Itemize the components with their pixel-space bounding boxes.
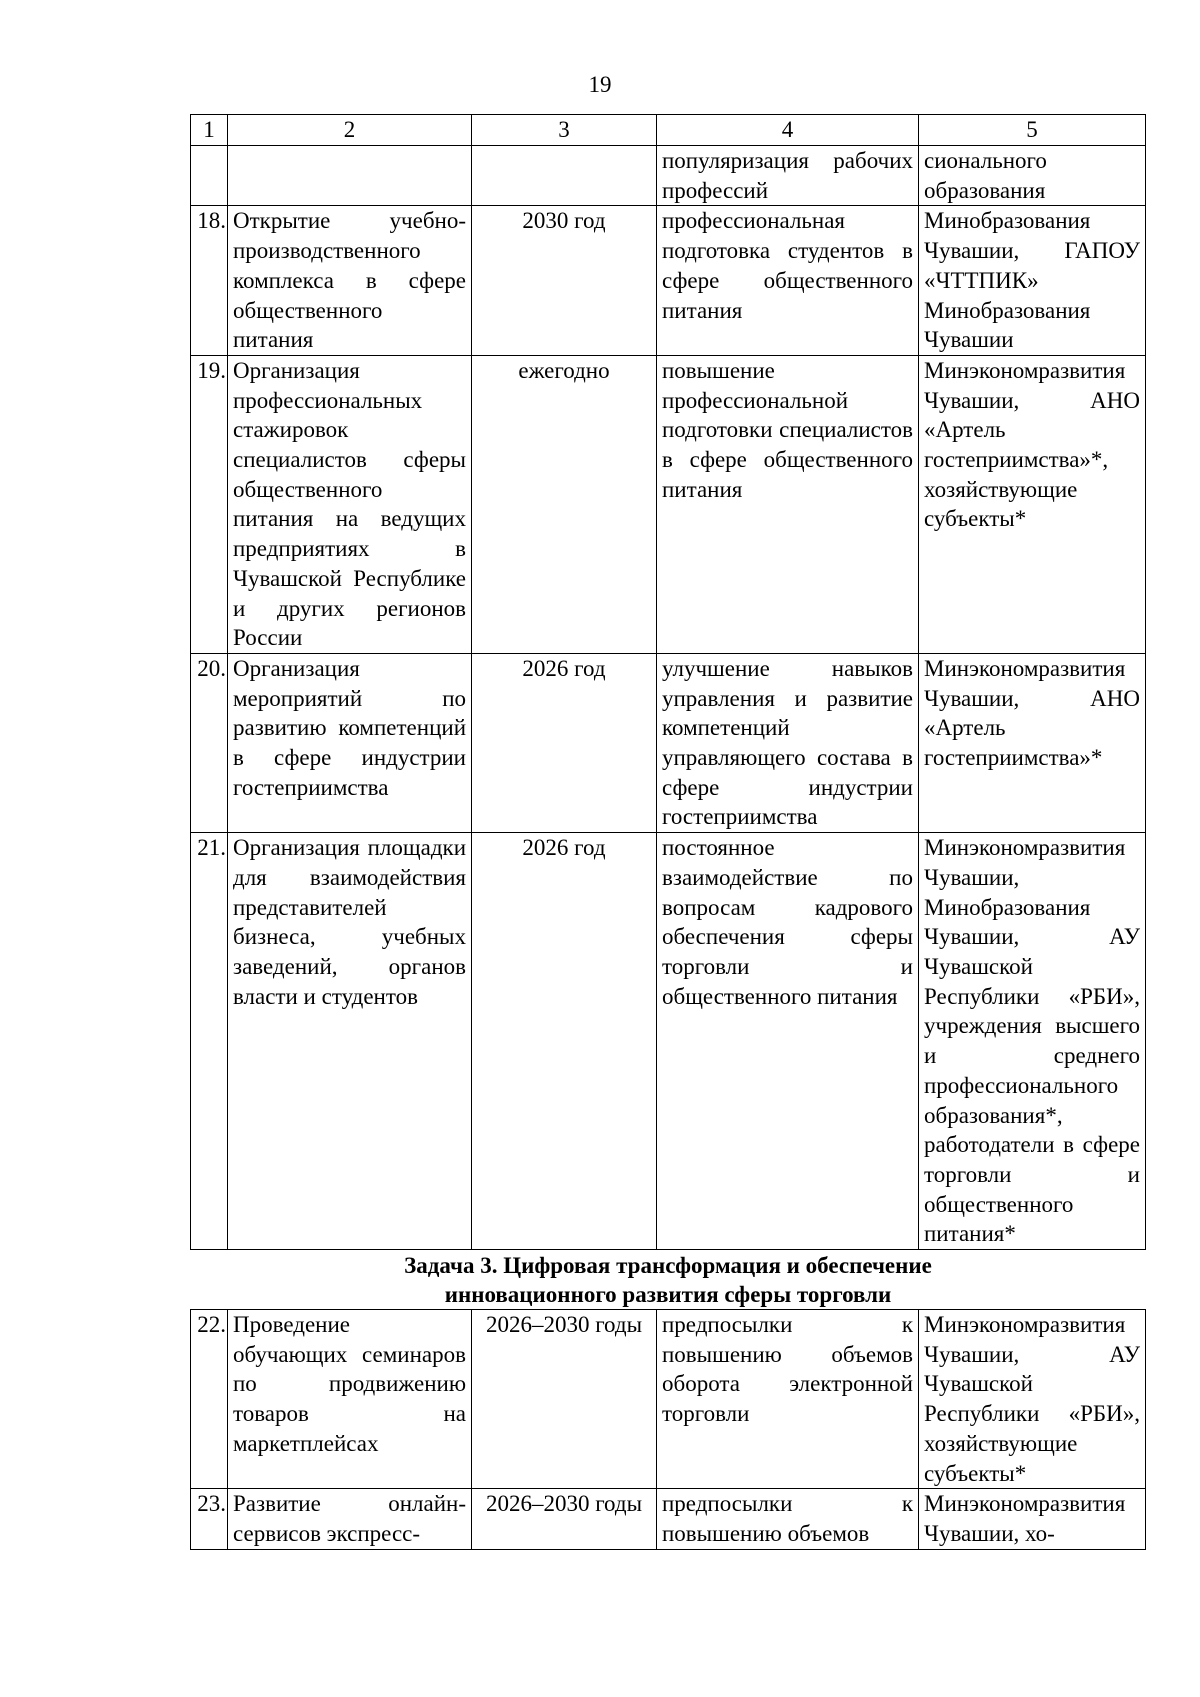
table-row bbox=[191, 653, 1146, 832]
table-body bbox=[191, 115, 1146, 1550]
column-header: 4 bbox=[657, 115, 919, 146]
term-cell: 2026–2030 годы bbox=[472, 1310, 657, 1489]
task-heading-row bbox=[191, 1250, 1146, 1310]
result-cell: профессиональная подготовка студентов в сфере общественного питания bbox=[657, 206, 919, 356]
row-number: 23. bbox=[191, 1489, 228, 1549]
column-header: 2 bbox=[228, 115, 472, 146]
executor-cell: Минобразования Чувашии, ГАПОУ «ЧТТПИК» Минобразования Чувашии bbox=[919, 206, 1146, 356]
task-heading bbox=[191, 1250, 1146, 1310]
row-number: 22. bbox=[191, 1310, 228, 1489]
table-row bbox=[191, 1310, 1146, 1489]
task-heading-line: Задача 3. Цифровая трансформация и обеспечение bbox=[404, 1253, 932, 1279]
event-cell: Развитие онлайн-сервисов экспресс- bbox=[228, 1489, 472, 1549]
row-number: 18. bbox=[191, 206, 228, 356]
row-number: 19. bbox=[191, 355, 228, 653]
term-cell: 2030 год bbox=[472, 206, 657, 356]
term-cell: 2026–2030 годы bbox=[472, 1489, 657, 1549]
row-number: 20. bbox=[191, 653, 228, 832]
term-cell: 2026 год bbox=[472, 833, 657, 1250]
result-cell: постоянное взаимодействие по вопросам кадрового обеспечения сферы торговли и общественного питания bbox=[657, 833, 919, 1250]
executor-cell: Минэкономразвития Чувашии, Минобразования Чувашии, АУ Чувашской Республики «РБИ», учреждения высшего и среднего профессионального образования*, работодатели в сфере торговли и общественного питания* bbox=[919, 833, 1146, 1250]
column-header: 1 bbox=[191, 115, 228, 146]
result-cell: предпосылки к повышению объемов оборота электронной торговли bbox=[657, 1310, 919, 1489]
page-number: 19 bbox=[588, 72, 612, 97]
executor-cell: сионального образования bbox=[919, 146, 1146, 206]
row-number: 21. bbox=[191, 833, 228, 1250]
executor-cell: Минэкономразвития Чувашии, АНО «Артель гостеприимства»* bbox=[919, 653, 1146, 832]
executor-cell: Минэкономразвития Чувашии, АНО «Артель гостеприимства»*, хозяйствующие субъекты* bbox=[919, 355, 1146, 653]
measures-table bbox=[190, 114, 1146, 1550]
event-cell: Организация профессиональных стажировок специалистов сферы общественного питания на ведущих предприятиях в Чувашской Республике и других регионов России bbox=[228, 355, 472, 653]
column-header: 3 bbox=[472, 115, 657, 146]
executor-cell: Минэкономразвития Чувашии, АУ Чувашской Республики «РБИ», хозяйствующие субъекты* bbox=[919, 1310, 1146, 1489]
executor-cell: Минэкономразвития Чувашии, хо- bbox=[919, 1489, 1146, 1549]
column-number-row bbox=[191, 115, 1146, 146]
table-row bbox=[191, 833, 1146, 1250]
event-cell: Организация мероприятий по развитию компетенций в сфере индустрии гостеприимства bbox=[228, 653, 472, 832]
table-row bbox=[191, 206, 1146, 356]
result-cell: предпосылки к повышению объемов bbox=[657, 1489, 919, 1549]
term-cell bbox=[472, 146, 657, 206]
table-row bbox=[191, 1489, 1146, 1549]
event-cell: Открытие учебно-производственного комплекса в сфере общественного питания bbox=[228, 206, 472, 356]
row-number bbox=[191, 146, 228, 206]
term-cell: ежегодно bbox=[472, 355, 657, 653]
result-cell: улучшение навыков управления и развитие компетенций управляющего состава в сфере индустрии гостеприимства bbox=[657, 653, 919, 832]
event-cell: Проведение обучающих семинаров по продвижению товаров на маркетплейсах bbox=[228, 1310, 472, 1489]
term-cell: 2026 год bbox=[472, 653, 657, 832]
event-cell: Организация площадки для взаимодействия представителей бизнеса, учебных заведений, органов власти и студентов bbox=[228, 833, 472, 1250]
result-cell: популяризация рабочих профессий bbox=[657, 146, 919, 206]
result-cell: повышение профессиональной подготовки специалистов в сфере общественного питания bbox=[657, 355, 919, 653]
table-row bbox=[191, 355, 1146, 653]
task-heading-line: инновационного развития сферы торговли bbox=[444, 1282, 892, 1308]
column-header: 5 bbox=[919, 115, 1146, 146]
table-row bbox=[191, 146, 1146, 206]
event-cell bbox=[228, 146, 472, 206]
